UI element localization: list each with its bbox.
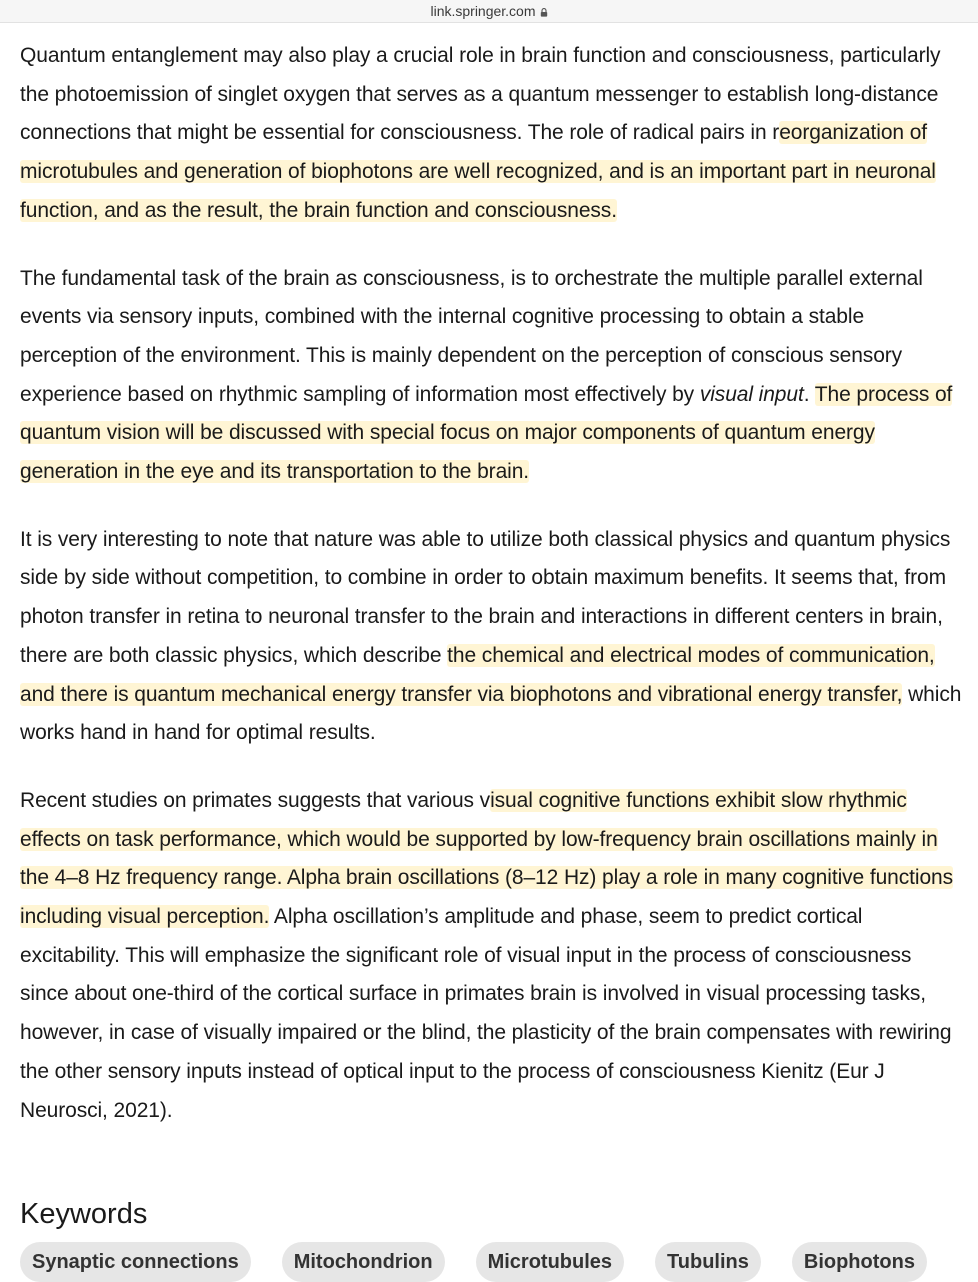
keyword-chip[interactable]: Mitochondrion [282,1242,445,1282]
keywords-heading: Keywords [20,1198,148,1230]
url-text: link.springer.com [430,3,536,19]
highlight: isual cognitive functions exhibit slow rhythmic effects on task performance, which would be supported by low-frequency brain oscillations mainly in the 4–8 Hz frequency range. Alpha brain oscillations (8–12 Hz) play a role in many cognitive functions including visual perception. [20,788,953,929]
keywords-section [20,1196,965,1282]
highlight: eorganization of microtubules and generation of biophotons are well recognized, and is an important part in neuronal function, and as the result, the brain function and consciousness. [20,121,936,222]
keyword-chip[interactable]: Synaptic connections [20,1242,251,1282]
lock-icon [540,8,548,17]
paragraph-3 [20,521,965,753]
paragraph-2 [20,260,965,492]
keyword-chip[interactable]: Tubulins [655,1242,761,1282]
paragraph-1 [20,37,965,231]
paragraph-4-text-cont: Alpha oscillation’s amplitude and phase, seem to predict cortical excitability. This will emphasize the significant role of visual input in the process of consciousness since about one-third of the cortical surface in primates brain is involved in visual processing tasks, however, in case of visually impaired or the blind, the plasticity of the brain compensates with rewiring the other sensory inputs instead of optical input to the process of consciousness Kienitz (Eur J Neurosci, 2021). [20,905,952,1122]
paragraph-2-text: The fundamental task of the brain as consciousness, is to orchestrate the multiple parallel external events via sensory inputs, combined with the internal cognitive processing to obtain a stable perception of the environment. This is mainly dependent on the perception of conscious sensory experience based on rhythmic sampling of information most effectively by [20,266,923,406]
article-body [20,37,965,1159]
highlight: The process of quantum vision will be discussed with special focus on major components of quantum energy generation in the eye and its transportation to the brain. [20,382,953,484]
paragraph-3-text: It is very interesting to note that nature was able to utilize both classical physics and quantum physics side by side without competition, to combine in order to obtain maximum benefits. It seems that, from photon transfer in retina to neuronal transfer to the brain and interactions in different centers in brain, there are both classic physics, which describe [20,527,951,667]
paragraph-4-text: Recent studies on primates suggests that various v [20,788,491,812]
paragraph-1-text: Quantum entanglement may also play a crucial role in brain function and consciousness, particularly the photoemission of singlet oxygen that serves as a quantum messenger to establish long-distance connections that might be essential for consciousness. The role of radical pairs in r [20,44,941,145]
paragraph-3-text-cont: which works hand in hand for optimal results. [20,682,962,745]
highlight: the chemical and electrical modes of communication, and there is quantum mechanical energy transfer via biophotons and vibrational energy transfer, [20,643,935,706]
paragraph-4 [20,782,965,1130]
address-bar[interactable] [0,0,978,23]
keyword-chip[interactable]: Microtubules [476,1242,624,1282]
keyword-chip[interactable]: Biophotons [792,1242,927,1282]
emphasis-text: visual input [699,382,804,406]
paragraph-2-text-cont: . [803,382,815,406]
keyword-list [20,1242,965,1282]
